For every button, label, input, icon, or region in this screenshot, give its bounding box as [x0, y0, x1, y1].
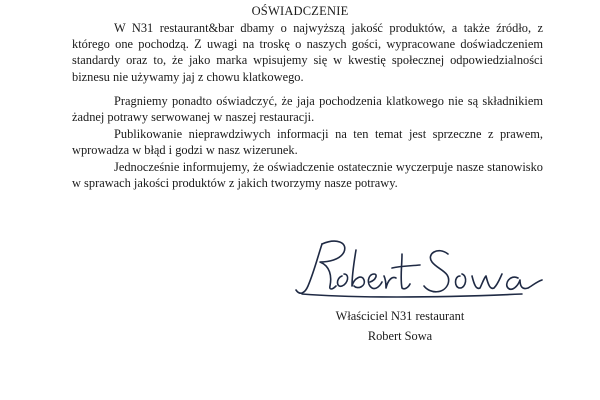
document-title: OŚWIADCZENIE: [251, 4, 349, 18]
signatory-name: Robert Sowa: [367, 329, 433, 343]
paragraph-3: [72, 126, 543, 158]
paragraph-2: [72, 93, 543, 125]
paragraph-1-text: W N31 restaurant&bar dbamy o najwyższą jakość produktów, a także źródło, z którego one pochodzą. Z uwagi na troskę o naszych gości, wypracowane doświadczeniem standardy oraz to, że jako marka wpisujemy się w kwestię społecznej odpowiedzialności biznesu nie używamy jaj z chowu klatkowego.: [72, 21, 543, 84]
paragraph-2-text: Pragniemy ponadto oświadczyć, że jaja pochodzenia klatkowego nie są składnikiem żadnej potrawy serwowanej w naszej restauracji.: [72, 94, 543, 125]
paragraph-3-text: Publikowanie nieprawdziwych informacji na ten temat jest sprzeczne z prawem, wprowadza w błąd i godzi w nasz wizerunek.: [72, 127, 543, 158]
paragraph-4-text: Jednocześnie informujemy, że oświadczenie ostatecznie wyczerpuje nasze stanowisko w sprawach jakości produktów z jakich tworzymy nasze potrawy.: [72, 160, 543, 191]
paragraph-1: [72, 20, 543, 85]
paragraph-4: [72, 159, 543, 191]
handwritten-signature: [292, 232, 548, 304]
signatory-role: Właściciel N31 restaurant: [335, 309, 465, 323]
